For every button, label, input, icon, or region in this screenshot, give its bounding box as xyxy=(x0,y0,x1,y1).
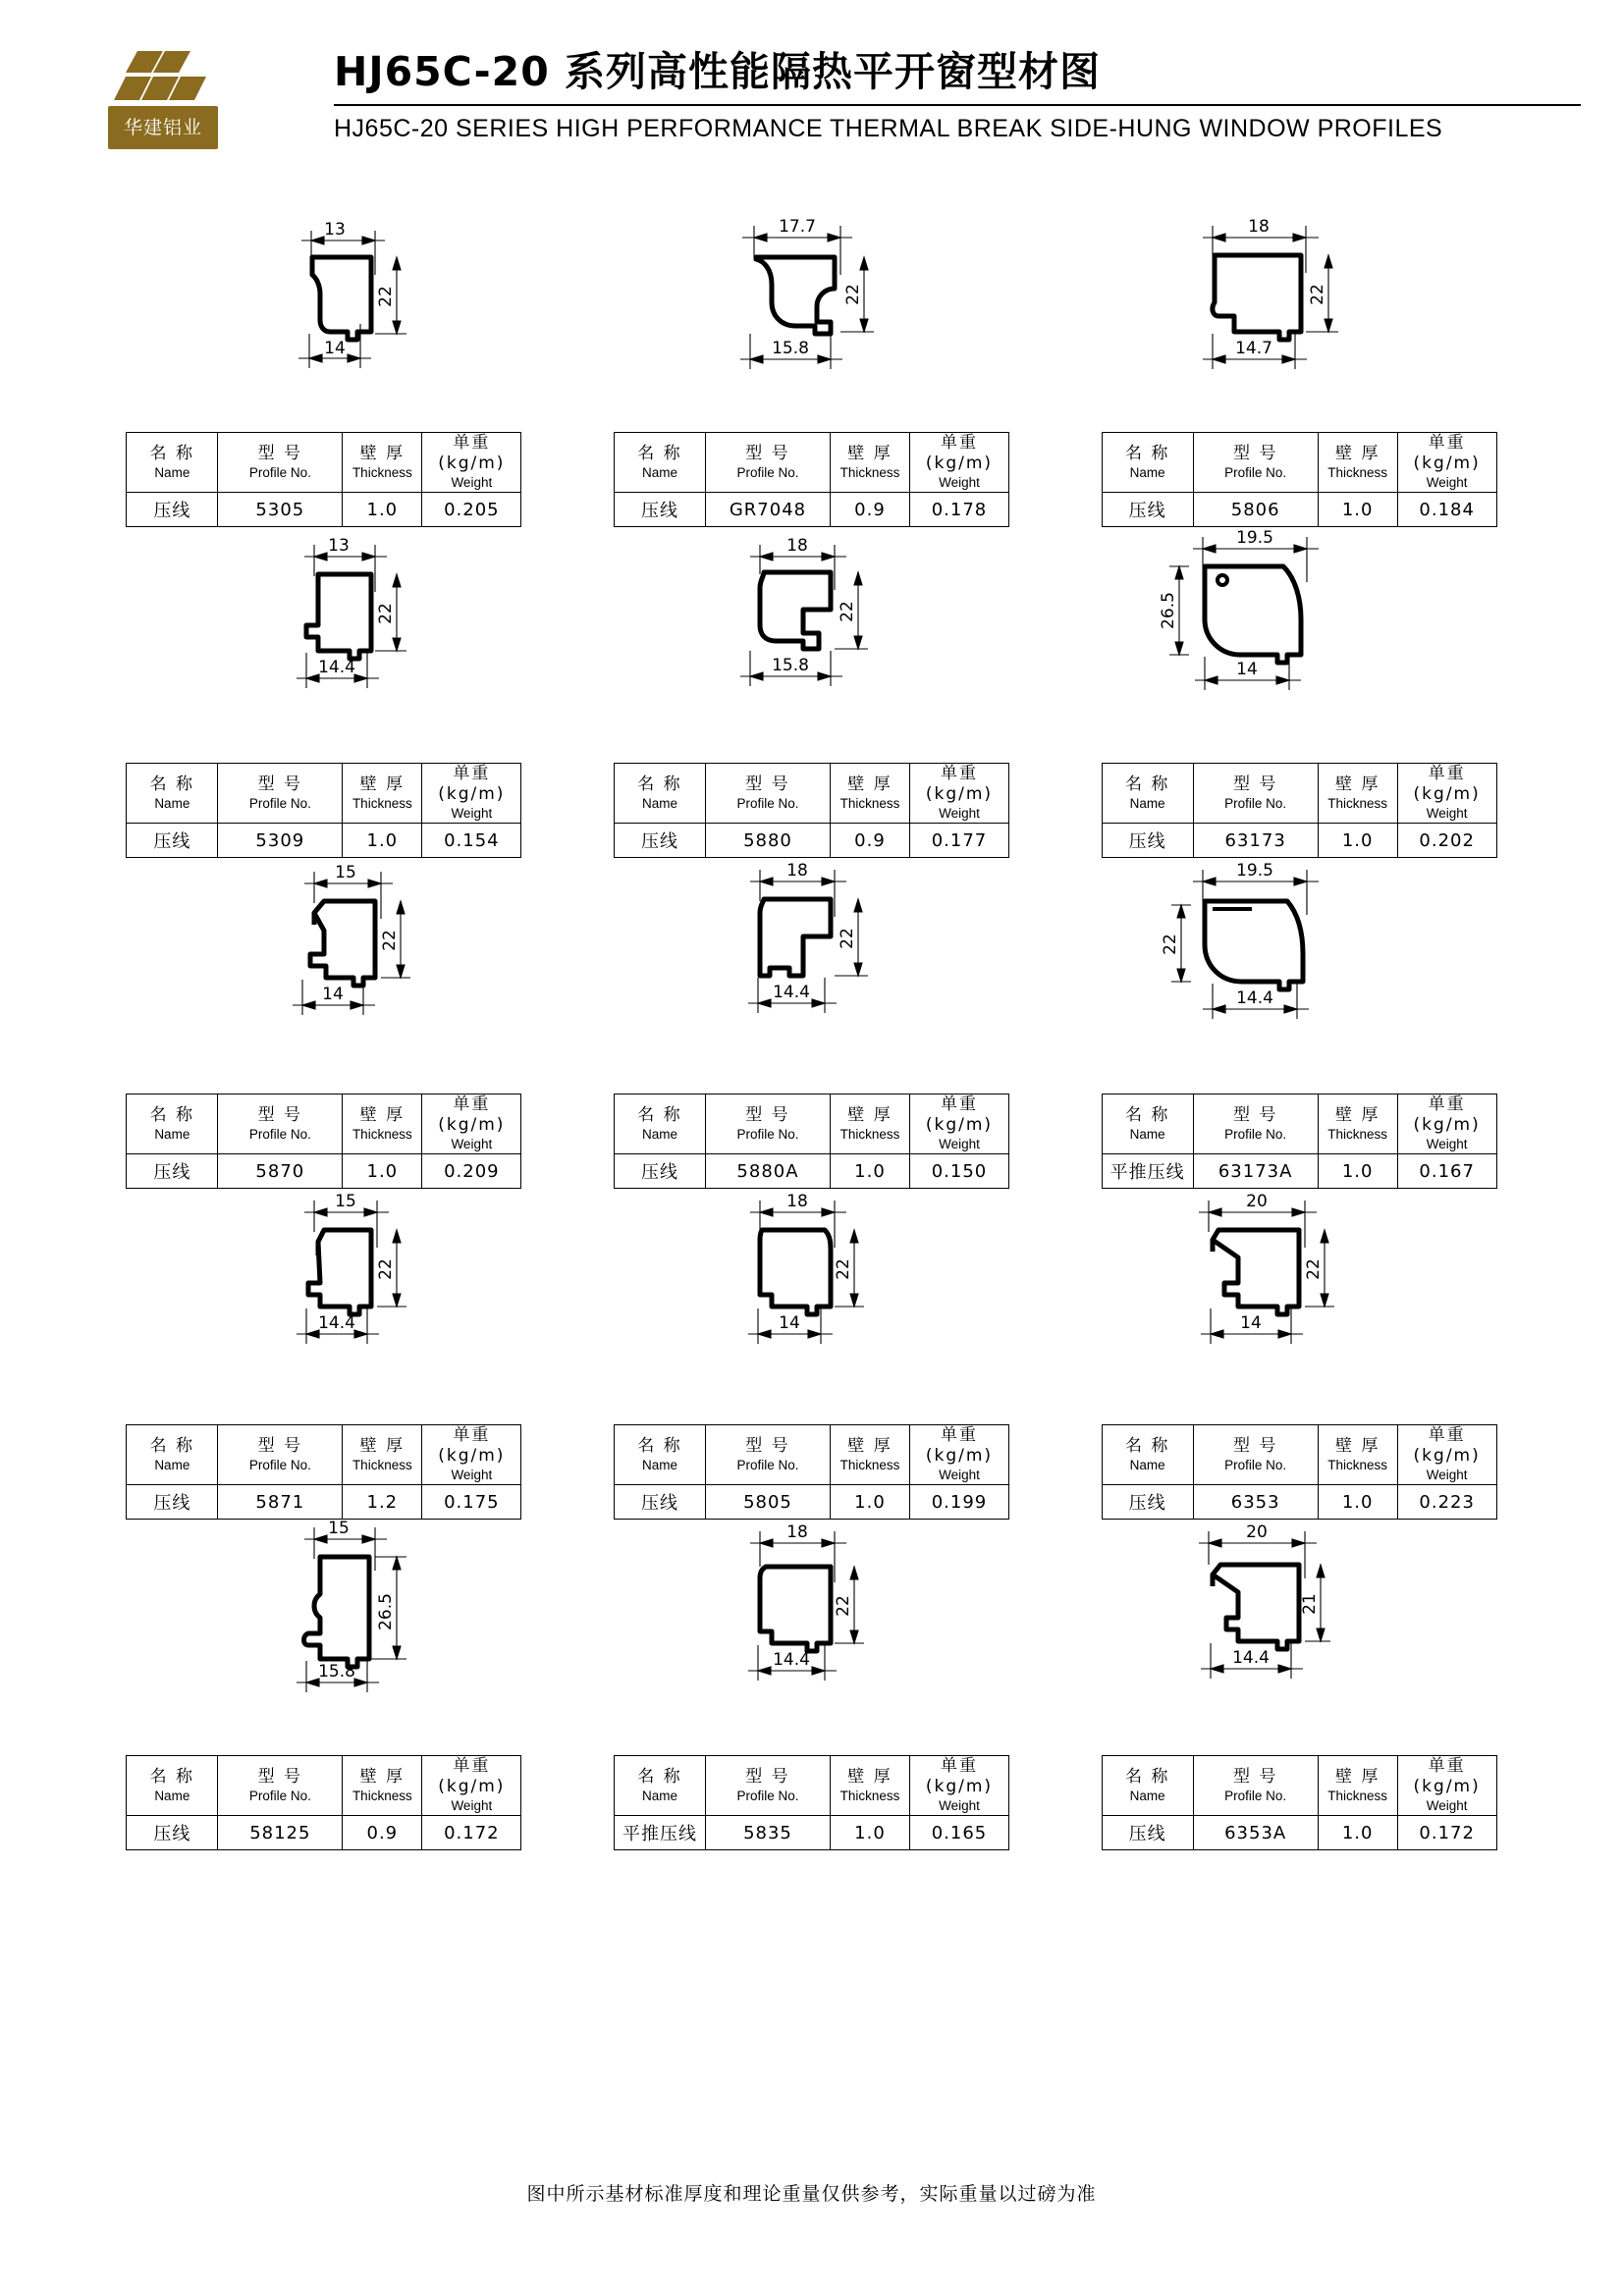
dim-top: 13 xyxy=(323,220,346,240)
th-thickness: 壁 厚 Thickness xyxy=(830,433,909,493)
dim-right: 22 xyxy=(843,284,864,305)
dim-right: 21 xyxy=(1299,1593,1320,1615)
profile-drawing xyxy=(1055,187,1543,432)
th-weight: 单重(kg/m) Weight xyxy=(1397,764,1496,824)
cell-weight: 0.172 xyxy=(1397,1816,1496,1850)
th-thickness: 壁 厚 Thickness xyxy=(1318,764,1397,824)
cell-name: 压线 xyxy=(1102,824,1193,858)
profile-cell xyxy=(568,1510,1055,1844)
dim-top: 20 xyxy=(1246,1522,1268,1542)
th-name: 名 称 Name xyxy=(127,1756,218,1816)
th-weight: 单重(kg/m) Weight xyxy=(422,1756,521,1816)
table-header-row xyxy=(1102,764,1496,824)
th-thickness: 壁 厚 Thickness xyxy=(1318,433,1397,493)
cell-name: 压线 xyxy=(1102,1485,1193,1520)
cell-thickness: 1.0 xyxy=(343,824,422,858)
th-weight: 单重(kg/m) Weight xyxy=(909,764,1008,824)
page-header xyxy=(0,0,1623,187)
cell-name: 压线 xyxy=(127,1485,218,1520)
page-title-cn: HJ65C-20 系列高性能隔热平开窗型材图 xyxy=(334,48,1101,95)
spec-table xyxy=(614,1755,1009,1850)
dim-bottom: 14 xyxy=(779,1313,800,1333)
dim-bottom: 14.7 xyxy=(1234,339,1272,358)
cell-weight: 0.199 xyxy=(909,1485,1008,1520)
profile-cell xyxy=(81,517,568,852)
th-weight: 单重(kg/m) Weight xyxy=(909,1756,1008,1816)
dim-bottom: 15.8 xyxy=(317,1662,355,1682)
cell-weight: 0.184 xyxy=(1397,493,1496,527)
profile-drawing xyxy=(568,187,1055,432)
dim-bottom: 14 xyxy=(323,339,346,358)
cell-thickness: 1.0 xyxy=(1318,1154,1397,1189)
cell-name: 压线 xyxy=(127,493,218,527)
profile-drawing xyxy=(81,1179,568,1424)
cell-profile-no: 6353 xyxy=(1193,1485,1318,1520)
cell-name: 压线 xyxy=(127,1154,218,1189)
th-thickness: 壁 厚 Thickness xyxy=(830,1425,909,1485)
dim-right: 22 xyxy=(834,1258,854,1280)
dim-bottom: 15.8 xyxy=(772,656,810,675)
th-name: 名 称 Name xyxy=(614,1095,705,1154)
profile-cell xyxy=(1055,848,1543,1183)
profile-cell xyxy=(1055,187,1543,521)
dim-right: 22 xyxy=(375,286,396,307)
th-weight: 单重(kg/m) Weight xyxy=(1397,1756,1496,1816)
cell-name: 压线 xyxy=(614,1154,705,1189)
cell-profile-no: 5870 xyxy=(218,1154,343,1189)
th-thickness: 壁 厚 Thickness xyxy=(343,433,422,493)
th-thickness: 壁 厚 Thickness xyxy=(830,764,909,824)
cell-thickness: 1.0 xyxy=(343,493,422,527)
table-header-row xyxy=(614,1425,1008,1485)
dim-bottom: 14 xyxy=(1240,1313,1262,1333)
table-header-row xyxy=(127,433,521,493)
th-profile: 型 号 Profile No. xyxy=(705,764,830,824)
dim-bottom: 14.4 xyxy=(1231,1648,1270,1668)
dim-bottom: 14 xyxy=(1236,660,1258,679)
profile-drawing xyxy=(568,848,1055,1094)
cell-profile-no: 5309 xyxy=(218,824,343,858)
th-profile: 型 号 Profile No. xyxy=(218,764,343,824)
dim-top: 20 xyxy=(1246,1192,1268,1211)
th-profile: 型 号 Profile No. xyxy=(218,1095,343,1154)
dim-right: 26.5 xyxy=(375,1593,396,1630)
table-row xyxy=(1102,1816,1496,1850)
cell-thickness: 1.0 xyxy=(1318,824,1397,858)
cell-name: 压线 xyxy=(614,1485,705,1520)
th-thickness: 壁 厚 Thickness xyxy=(343,1425,422,1485)
profile-drawing xyxy=(568,1179,1055,1424)
th-profile: 型 号 Profile No. xyxy=(1193,764,1318,824)
cell-profile-no: 5871 xyxy=(218,1485,343,1520)
th-name: 名 称 Name xyxy=(614,764,705,824)
cell-thickness: 0.9 xyxy=(343,1816,422,1850)
th-name: 名 称 Name xyxy=(127,1425,218,1485)
profile-drawing xyxy=(1055,517,1543,763)
dim-right: 22 xyxy=(834,1595,854,1617)
dim-top: 15 xyxy=(334,863,356,882)
dim-right: 22 xyxy=(838,601,858,622)
dim-right: 22 xyxy=(375,1258,396,1280)
profile-drawing xyxy=(81,1510,568,1755)
th-name: 名 称 Name xyxy=(127,764,218,824)
table-header-row xyxy=(127,1756,521,1816)
cell-weight: 0.154 xyxy=(422,824,521,858)
th-thickness: 壁 厚 Thickness xyxy=(343,764,422,824)
dim-right: 22 xyxy=(379,930,400,951)
spec-table xyxy=(126,1755,521,1850)
profile-cell xyxy=(1055,1510,1543,1844)
th-name: 名 称 Name xyxy=(614,433,705,493)
footer-note: 图中所示基材标准厚度和理论重量仅供参考，实际重量以过磅为准 xyxy=(526,2183,1097,2205)
th-weight: 单重(kg/m) Weight xyxy=(422,764,521,824)
cell-weight: 0.202 xyxy=(1397,824,1496,858)
cell-thickness: 0.9 xyxy=(830,824,909,858)
cell-profile-no: 63173A xyxy=(1193,1154,1318,1189)
table-header-row xyxy=(127,1095,521,1154)
th-profile: 型 号 Profile No. xyxy=(218,433,343,493)
spec-table xyxy=(1102,1424,1497,1520)
dim-top: 18 xyxy=(786,1522,808,1542)
cell-name: 平推压线 xyxy=(1102,1154,1193,1189)
title-block xyxy=(236,39,1564,143)
dim-top: 19.5 xyxy=(1235,861,1273,881)
cell-profile-no: 5305 xyxy=(218,493,343,527)
cell-thickness: 1.2 xyxy=(343,1485,422,1520)
cell-thickness: 1.0 xyxy=(830,1485,909,1520)
dim-bottom: 14.4 xyxy=(317,1313,355,1333)
page-title-en: HJ65C-20 SERIES HIGH PERFORMANCE THERMAL BREAK SIDE-HUNG WINDOW PROFILES xyxy=(334,115,1443,142)
cell-weight: 0.172 xyxy=(422,1816,521,1850)
cell-name: 平推压线 xyxy=(614,1816,705,1850)
cell-thickness: 1.0 xyxy=(1318,493,1397,527)
table-header-row xyxy=(127,1425,521,1485)
dim-top: 15 xyxy=(334,1192,356,1211)
spec-table xyxy=(1102,432,1497,527)
dim-right: 22 xyxy=(1307,284,1327,305)
profile-drawing xyxy=(1055,1179,1543,1424)
th-profile: 型 号 Profile No. xyxy=(705,1756,830,1816)
table-row xyxy=(614,1816,1008,1850)
table-row xyxy=(127,1816,521,1850)
spec-table xyxy=(614,763,1009,858)
profile-cell xyxy=(81,1179,568,1514)
cell-thickness: 1.0 xyxy=(830,1154,909,1189)
cell-thickness: 0.9 xyxy=(830,493,909,527)
th-weight: 单重(kg/m) Weight xyxy=(1397,1095,1496,1154)
dim-top: 15 xyxy=(327,1519,350,1538)
th-weight: 单重(kg/m) Weight xyxy=(422,1425,521,1485)
spec-table xyxy=(126,763,521,858)
th-name: 名 称 Name xyxy=(614,1425,705,1485)
table-header-row xyxy=(614,764,1008,824)
cell-weight: 0.209 xyxy=(422,1154,521,1189)
th-profile: 型 号 Profile No. xyxy=(1193,1756,1318,1816)
dim-bottom: 14.4 xyxy=(773,983,811,1002)
th-thickness: 壁 厚 Thickness xyxy=(343,1095,422,1154)
spec-table xyxy=(614,1424,1009,1520)
spec-table xyxy=(126,432,521,527)
profile-drawing xyxy=(1055,848,1543,1094)
dim-right: 22 xyxy=(1303,1258,1324,1280)
dim-left: 26.5 xyxy=(1158,592,1178,629)
cell-weight: 0.223 xyxy=(1397,1485,1496,1520)
dim-bottom: 14.4 xyxy=(317,658,355,677)
cell-weight: 0.205 xyxy=(422,493,521,527)
profile-cell xyxy=(568,1179,1055,1514)
th-weight: 单重(kg/m) Weight xyxy=(1397,433,1496,493)
dim-top: 18 xyxy=(786,1192,808,1211)
cell-profile-no: 5880 xyxy=(705,824,830,858)
th-profile: 型 号 Profile No. xyxy=(1193,433,1318,493)
dim-left: 22 xyxy=(1160,934,1180,955)
cell-name: 压线 xyxy=(127,824,218,858)
title-divider xyxy=(334,104,1581,106)
cell-profile-no: 5880A xyxy=(705,1154,830,1189)
th-thickness: 壁 厚 Thickness xyxy=(1318,1095,1397,1154)
dim-top: 18 xyxy=(1248,217,1270,237)
th-weight: 单重(kg/m) Weight xyxy=(909,1095,1008,1154)
th-thickness: 壁 厚 Thickness xyxy=(1318,1756,1397,1816)
profile-drawing xyxy=(568,1510,1055,1755)
cell-thickness: 1.0 xyxy=(830,1816,909,1850)
cell-weight: 0.150 xyxy=(909,1154,1008,1189)
th-profile: 型 号 Profile No. xyxy=(705,433,830,493)
table-header-row xyxy=(1102,433,1496,493)
th-name: 名 称 Name xyxy=(1102,764,1193,824)
cell-thickness: 1.0 xyxy=(1318,1485,1397,1520)
cell-weight: 0.177 xyxy=(909,824,1008,858)
th-name: 名 称 Name xyxy=(127,433,218,493)
cell-weight: 0.165 xyxy=(909,1816,1008,1850)
cell-weight: 0.167 xyxy=(1397,1154,1496,1189)
th-profile: 型 号 Profile No. xyxy=(1193,1095,1318,1154)
th-weight: 单重(kg/m) Weight xyxy=(909,433,1008,493)
cell-name: 压线 xyxy=(1102,493,1193,527)
profile-drawing xyxy=(568,517,1055,763)
dim-bottom: 15.8 xyxy=(772,339,810,358)
cell-profile-no: 63173 xyxy=(1193,824,1318,858)
dim-top: 17.7 xyxy=(779,217,817,237)
profile-drawing xyxy=(81,517,568,763)
th-thickness: 壁 厚 Thickness xyxy=(343,1756,422,1816)
spec-table xyxy=(1102,763,1497,858)
dim-top: 18 xyxy=(786,861,808,881)
table-header-row xyxy=(614,433,1008,493)
cell-name: 压线 xyxy=(1102,1816,1193,1850)
th-name: 名 称 Name xyxy=(127,1095,218,1154)
profile-cell xyxy=(81,187,568,521)
dim-bottom: 14 xyxy=(321,985,344,1004)
dim-top: 19.5 xyxy=(1235,528,1273,548)
th-name: 名 称 Name xyxy=(1102,1425,1193,1485)
dim-top: 13 xyxy=(327,536,350,556)
th-name: 名 称 Name xyxy=(1102,433,1193,493)
cell-profile-no: 5806 xyxy=(1193,493,1318,527)
cell-profile-no: 58125 xyxy=(218,1816,343,1850)
profile-cell xyxy=(81,1510,568,1844)
table-header-row xyxy=(614,1095,1008,1154)
spec-table xyxy=(1102,1094,1497,1189)
th-profile: 型 号 Profile No. xyxy=(1193,1425,1318,1485)
dim-right: 22 xyxy=(838,928,858,949)
profile-cell xyxy=(1055,1179,1543,1514)
profile-cell xyxy=(568,187,1055,521)
th-weight: 单重(kg/m) Weight xyxy=(909,1425,1008,1485)
table-header-row xyxy=(1102,1756,1496,1816)
profile-drawing xyxy=(81,187,568,432)
profile-cell xyxy=(568,848,1055,1183)
th-thickness: 壁 厚 Thickness xyxy=(830,1095,909,1154)
th-name: 名 称 Name xyxy=(614,1756,705,1816)
spec-table xyxy=(126,1424,521,1520)
cell-thickness: 1.0 xyxy=(343,1154,422,1189)
th-weight: 单重(kg/m) Weight xyxy=(422,433,521,493)
cell-profile-no: GR7048 xyxy=(705,493,830,527)
table-header-row xyxy=(1102,1425,1496,1485)
spec-table xyxy=(614,432,1009,527)
cell-profile-no: 5805 xyxy=(705,1485,830,1520)
spec-table xyxy=(614,1094,1009,1189)
logo-mark-icon xyxy=(108,47,218,112)
table-header-row xyxy=(1102,1095,1496,1154)
profile-cell xyxy=(1055,517,1543,852)
profile-drawing xyxy=(1055,1510,1543,1755)
profile-cell xyxy=(81,848,568,1183)
logo-wordmark-text: 华建铝业 xyxy=(123,117,202,138)
th-weight: 单重(kg/m) Weight xyxy=(1397,1425,1496,1485)
profile-grid xyxy=(81,187,1543,1844)
dim-bottom: 14.4 xyxy=(773,1650,811,1670)
profile-cell xyxy=(568,517,1055,852)
th-weight: 单重(kg/m) Weight xyxy=(422,1095,521,1154)
dim-right: 22 xyxy=(375,603,396,624)
th-profile: 型 号 Profile No. xyxy=(705,1425,830,1485)
cell-thickness: 1.0 xyxy=(1318,1816,1397,1850)
cell-profile-no: 6353A xyxy=(1193,1816,1318,1850)
th-thickness: 壁 厚 Thickness xyxy=(830,1756,909,1816)
cell-name: 压线 xyxy=(614,493,705,527)
th-thickness: 壁 厚 Thickness xyxy=(1318,1425,1397,1485)
dim-top: 18 xyxy=(786,536,808,556)
company-logo xyxy=(108,47,226,151)
cell-profile-no: 5835 xyxy=(705,1816,830,1850)
cell-name: 压线 xyxy=(127,1816,218,1850)
cell-name: 压线 xyxy=(614,824,705,858)
spec-table xyxy=(126,1094,521,1189)
cell-weight: 0.175 xyxy=(422,1485,521,1520)
spec-table xyxy=(1102,1755,1497,1850)
th-name: 名 称 Name xyxy=(1102,1756,1193,1816)
logo-wordmark xyxy=(108,106,218,149)
table-header-row xyxy=(127,764,521,824)
th-profile: 型 号 Profile No. xyxy=(218,1425,343,1485)
th-profile: 型 号 Profile No. xyxy=(705,1095,830,1154)
th-name: 名 称 Name xyxy=(1102,1095,1193,1154)
th-profile: 型 号 Profile No. xyxy=(218,1756,343,1816)
dim-bottom: 14.4 xyxy=(1235,988,1273,1008)
cell-weight: 0.178 xyxy=(909,493,1008,527)
table-header-row xyxy=(614,1756,1008,1816)
profile-drawing xyxy=(81,848,568,1094)
